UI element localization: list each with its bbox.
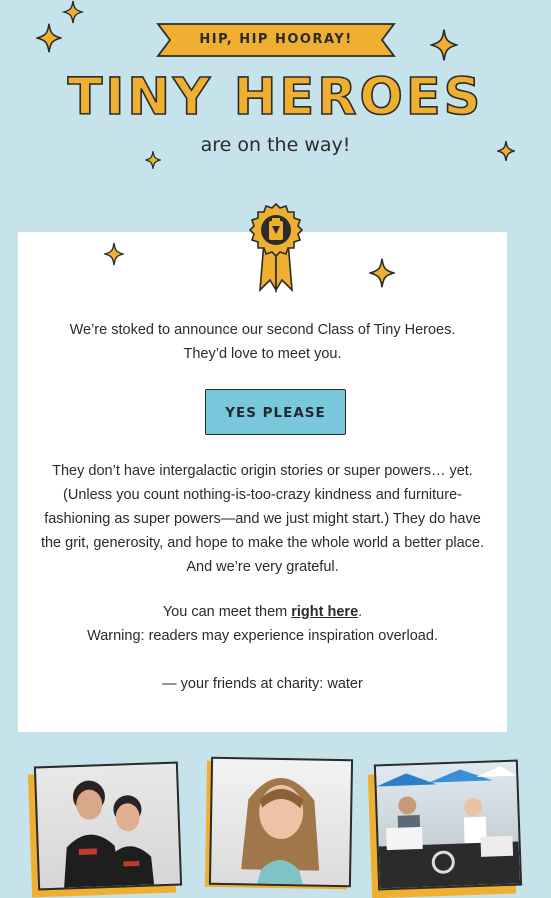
sparkle-icon [104,242,124,266]
hero-photo-girl[interactable] [209,757,353,887]
page-title: TINY HEROES [67,68,484,127]
yes-please-button[interactable]: YES PLEASE [205,389,346,435]
hero-photo-kids[interactable] [34,762,182,891]
sparkle-icon [430,28,458,62]
announcement-card [18,232,507,732]
meet-prefix: You can meet them [162,604,292,620]
meet-text [18,600,507,624]
body-text: They don’t have intergalactic origin stories or super powers… yet. (Unless you count nothing-is-too-crazy kindness and furniture-fashioning as super powers—and we just might start.) They do have the grit, generosity, and hope to make the whole world a better place. And we’re very grateful. [40,463,485,575]
hero-photo-booth[interactable] [374,760,522,891]
sparkle-icon [62,0,84,24]
banner-label: HIP, HIP HOORAY! [199,32,353,47]
sparkle-icon [36,22,62,54]
sparkle-icon [369,256,395,290]
photo-strip [0,758,551,893]
medal-badge-icon [248,202,304,294]
meet-suffix: . [358,604,363,620]
page-subtitle: are on the way! [200,134,351,156]
hero-header [0,0,551,232]
warning-text: Warning: readers may experience inspiration overload. [87,628,438,644]
right-here-link[interactable]: right here [291,604,359,620]
signature-text: — your friends at charity: water [162,676,363,692]
intro-text: We’re stoked to announce our second Class of Tiny Heroes. They’d love to meet you. [69,322,456,362]
